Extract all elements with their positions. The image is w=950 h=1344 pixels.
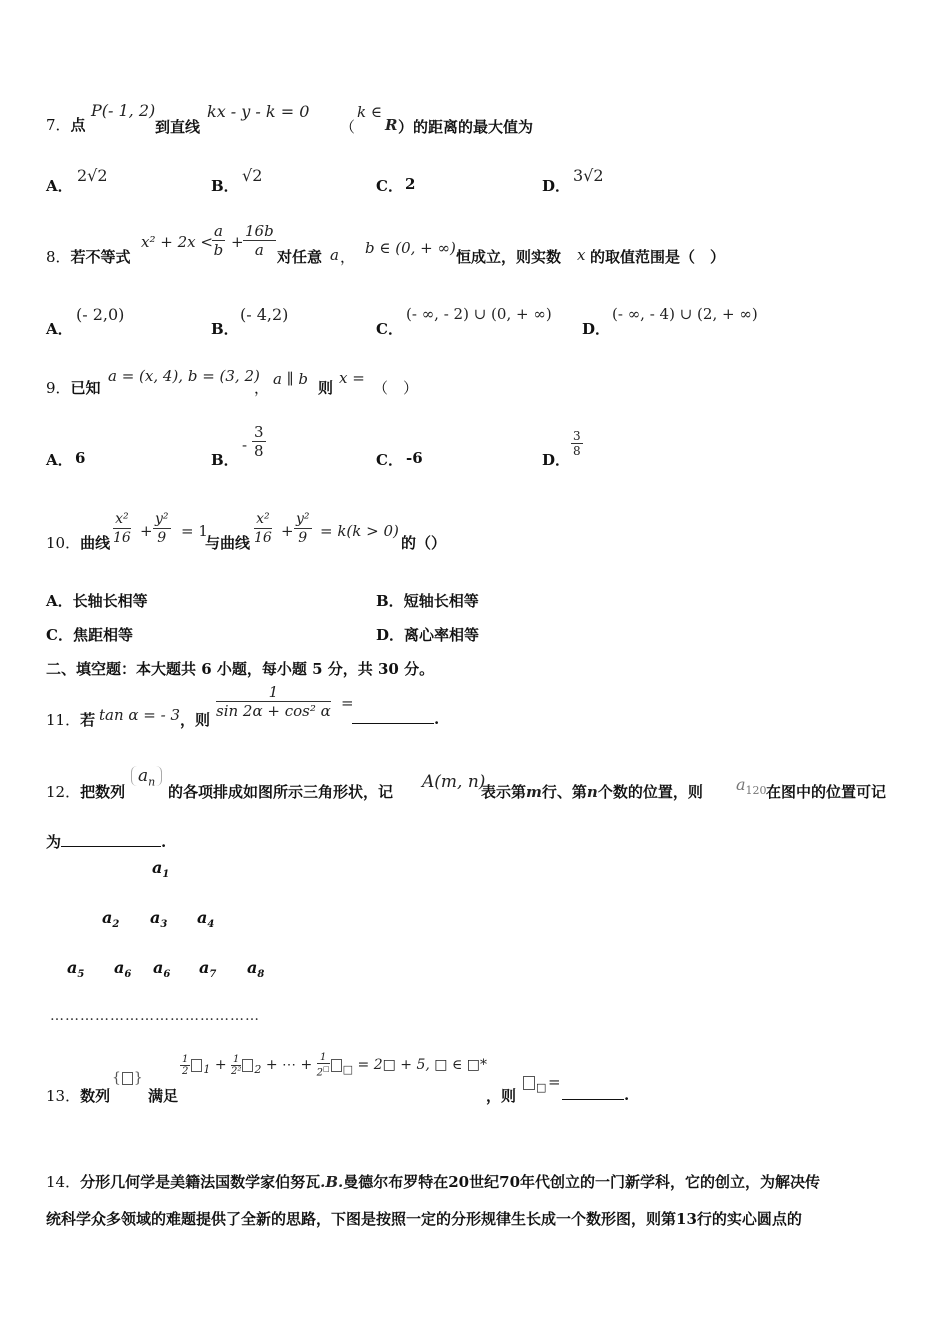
q8-option-d-label: D． <box>582 320 611 338</box>
q9-xeq: x = <box>339 369 365 387</box>
q10-e2-rhs: = k(k > 0) <box>320 522 399 540</box>
question-14-line-1: 14．分形几何学是美籍法国数学家伯努瓦.B.曼德尔布罗特在20世纪70年代创立的一门新学科，它的创立，为解决传 <box>46 1173 821 1191</box>
q13-an: □ <box>522 1073 546 1094</box>
q8-option-c-label: C． <box>376 320 403 338</box>
q9-option-b-frac: $\frac{3}{8}$ <box>254 423 264 460</box>
q10-text-with: 与曲线 <box>205 534 251 552</box>
q9-vectors: a = (x, 4), b = (3, 2) <box>108 367 260 385</box>
q13-equals: = <box>548 1073 561 1091</box>
q13-number: 13． <box>46 1087 81 1105</box>
q7-option-d-value: 3√2 <box>573 166 604 185</box>
q8-lhs: x² + 2x < <box>141 233 213 251</box>
q12-text-2: 的各项排成如图所示三角形状，记 <box>168 783 394 801</box>
q7-paren: （ <box>340 118 356 136</box>
q9-text-then: 则 <box>318 379 334 397</box>
q12-number: 12． <box>46 783 81 801</box>
q10-option-c: C．焦距相等 <box>46 626 133 644</box>
q8-option-b-value: (- 4,2) <box>240 305 289 324</box>
q8-text-any: 对任意 <box>277 248 323 266</box>
q10-e2-plus: + <box>281 522 294 540</box>
q8-text-holds: 恒成立，则实数 <box>456 248 562 266</box>
q7-option-d-label: D． <box>542 177 571 195</box>
q11-text-then: ，则 <box>180 711 211 729</box>
q8-x: x <box>577 246 586 264</box>
triangle-dots: …………………………………… <box>50 1008 260 1024</box>
q9-comma: ， <box>254 379 270 397</box>
q8-frac-16b-a: $\frac{16b}{a}$ <box>245 222 274 259</box>
triangle-a4: $a_4$ <box>197 908 215 931</box>
triangle-a8: $a_8$ <box>247 958 265 981</box>
q8-number: 8． <box>46 248 71 266</box>
q12-a120: $a_{120}$ <box>736 775 767 798</box>
triangle-a1: $a_1$ <box>152 858 170 881</box>
q7-number: 7． <box>46 116 71 134</box>
q9-option-d-label: D． <box>542 451 571 469</box>
q10-number: 10． <box>46 534 81 552</box>
q9-option-c-value: -6 <box>406 449 423 467</box>
question-8: 8．若不等式 <box>46 248 131 266</box>
question-7: 7．点 <box>46 116 86 134</box>
triangle-a5: $a_5$ <box>67 958 85 981</box>
q7-option-c-value: 2 <box>405 175 416 193</box>
q14-number: 14． <box>46 1173 81 1191</box>
q7-option-a-label: A． <box>46 177 73 195</box>
q8-option-a-value: (- 2,0) <box>76 305 125 324</box>
q11-answer-blank[interactable]: . <box>352 709 439 728</box>
question-13: 13．数列 <box>46 1087 111 1105</box>
q7-option-b-value: √2 <box>242 166 263 185</box>
q10-e1-rhs: = 1 <box>181 522 208 540</box>
q11-number: 11． <box>46 711 81 729</box>
q10-e1-y: $\frac{\text{y²}}{9}$ <box>155 511 169 546</box>
q7-k-in: k ∈ <box>357 103 382 121</box>
q7-option-a-value: 2√2 <box>77 166 108 185</box>
q13-text-satisfy: 满足 <box>148 1087 179 1105</box>
q7-option-c-label: C． <box>376 177 403 195</box>
question-11: 11．若 <box>46 711 96 729</box>
q8-comma: ， <box>340 248 356 266</box>
q11-condition: tan α = - 3 <box>99 706 181 724</box>
q10-e1-plus: + <box>140 522 153 540</box>
question-9: 9．已知 <box>46 379 101 397</box>
q9-option-a-label: A． <box>46 451 73 469</box>
q8-text-end: 的取值范围是（ ） <box>590 248 726 266</box>
q13-text-then: ，则 <box>486 1087 517 1105</box>
q9-option-b-label: B． <box>211 451 239 469</box>
q13-formula: $\frac{1}{2}$ $_1$ + $\frac{1}{\text{2²}}$ $_2$ + ⋯ + $\frac{1}{2^□}$ $_□$ = 2□ + 5, □ ∈ □* <box>182 1052 488 1079</box>
q12-text-7: 为 . <box>46 833 167 851</box>
q9-option-a-value: 6 <box>75 449 86 467</box>
q10-e2-y: $\frac{\text{y²}}{9}$ <box>296 511 310 546</box>
q10-e1-x: $\frac{\text{x²}}{16}$ <box>113 511 131 546</box>
triangle-a6a: $a_6$ <box>114 958 132 981</box>
q13-answer-blank[interactable]: . <box>562 1085 629 1104</box>
q10-e2-x: $\frac{\text{x²}}{16}$ <box>254 511 272 546</box>
triangle-a7: $a_7$ <box>199 958 217 981</box>
q13-seq-placeholder: { } <box>112 1070 143 1086</box>
q8-option-c-value: (- ∞, - 2) ∪ (0, + ∞) <box>406 305 552 323</box>
q12-text-6: 在图中的位置可记 <box>766 783 887 801</box>
triangle-a3: $a_3$ <box>150 908 168 931</box>
q7-text-line: 到直线 <box>155 118 201 136</box>
triangle-a2: $a_2$ <box>102 908 120 931</box>
q9-option-d-frac: $\frac{3}{8}$ <box>573 429 581 458</box>
q8-option-a-label: A． <box>46 320 73 338</box>
section-2-heading: 二、填空题：本大题共 6 小题，每小题 5 分，共 30 分。 <box>46 660 435 678</box>
q10-option-b: B．短轴长相等 <box>376 592 479 610</box>
triangle-a6b: $a_6$ <box>153 958 171 981</box>
q7-point: P(- 1, 2) <box>91 101 156 120</box>
q9-parallel: a ∥ b <box>273 370 309 388</box>
q9-option-b-sign: - <box>242 436 248 454</box>
q8-frac-a-b: $\frac{a}{b}$ <box>213 222 224 259</box>
question-12: 12．把数列 <box>46 783 126 801</box>
q8-domain: b ∈ (0, + ∞) <box>365 239 456 257</box>
q9-paren: （ ） <box>373 379 419 397</box>
q12-text-3: 表示第m行、第n个数的位置，则 <box>481 783 703 801</box>
question-14-line-2: 统科学众多领域的难题提供了全新的思路，下图是按照一定的分形规律生长成一个数形图，则第13行的实心圆点的 <box>46 1210 802 1228</box>
q10-text-end: 的（） <box>401 534 447 552</box>
q8-plus: + <box>231 233 244 251</box>
q8-a: a <box>330 246 339 264</box>
q11-equals: = <box>341 694 354 712</box>
q8-option-d-value: (- ∞, - 4) ∪ (2, + ∞) <box>612 305 758 323</box>
q7-line-eq: kx - y - k = 0 <box>207 102 310 121</box>
q12-answer-blank[interactable] <box>61 832 161 847</box>
q10-option-a: A．长轴长相等 <box>46 592 148 610</box>
q12-seq: $a_n$ <box>131 766 162 788</box>
q10-option-d: D．离心率相等 <box>376 626 480 644</box>
q7-R: R <box>385 116 398 134</box>
q11-fraction: $\frac{1}{\text{sin 2α + cos² α}}$ <box>216 683 331 720</box>
q7-option-b-label: B． <box>211 177 239 195</box>
q12-position: A(m, n) <box>422 772 486 792</box>
q8-option-b-label: B． <box>211 320 239 338</box>
q9-number: 9． <box>46 379 71 397</box>
question-10: 10．曲线 <box>46 534 111 552</box>
q7-text-end: ）的距离的最大值为 <box>398 118 534 136</box>
q9-option-c-label: C． <box>376 451 403 469</box>
